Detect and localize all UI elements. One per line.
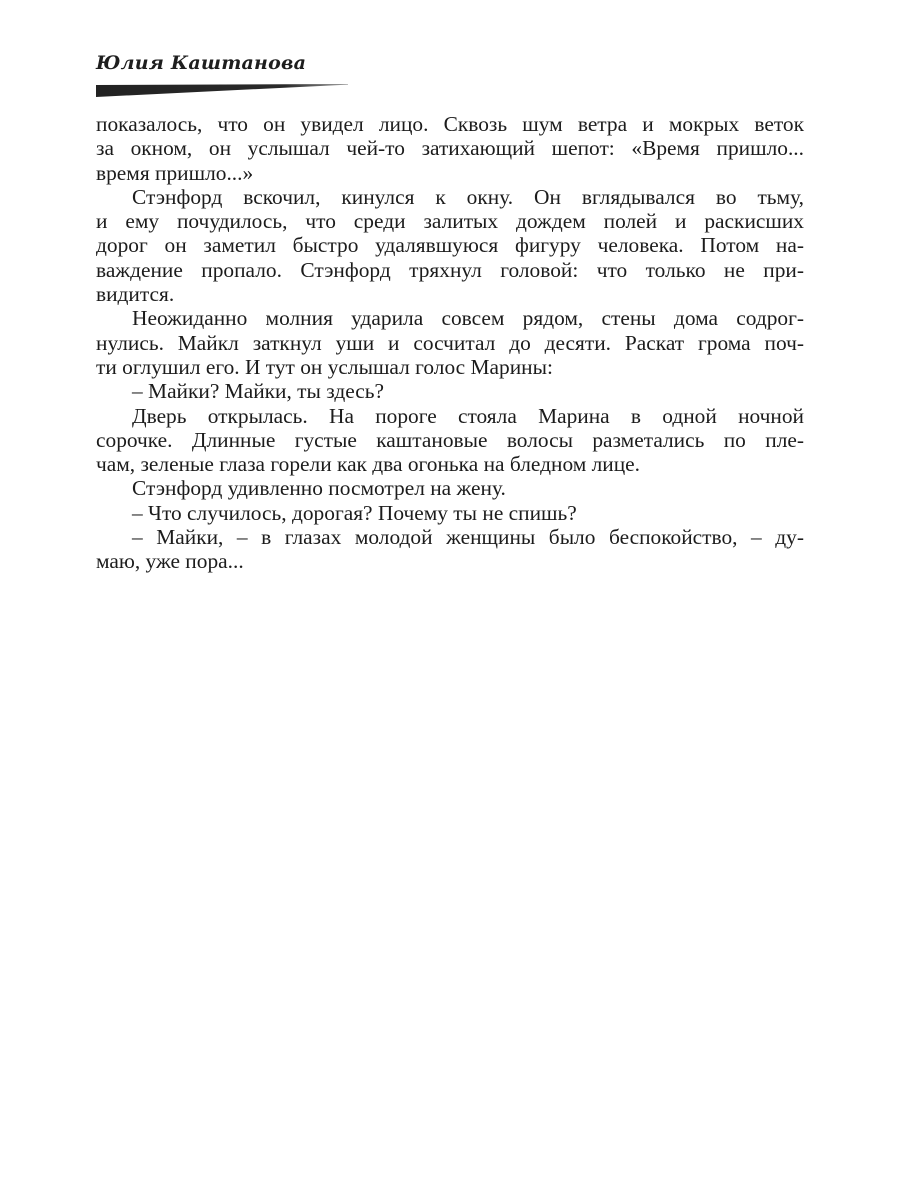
text-line: Стэнфорд удивленно посмотрел на жену. bbox=[132, 476, 506, 501]
text-line: Неожиданно молния ударила совсем рядом, стены дома содрог- bbox=[132, 306, 804, 331]
text-line: Дверь открылась. На пороге стояла Марина в одной ночной bbox=[132, 403, 804, 428]
paragraph bbox=[96, 306, 804, 379]
text-line: – Что случилось, дорогая? Почему ты не спишь? bbox=[132, 500, 577, 525]
dialogue-line bbox=[96, 525, 804, 574]
text-line: сорочке. Длинные густые каштановые волосы разметались по пле- bbox=[96, 427, 804, 452]
text-line: и ему почудилось, что среди залитых дождем полей и раскисших bbox=[96, 209, 804, 234]
text-line: маю, уже пора... bbox=[96, 549, 244, 574]
text-line: время пришло...» bbox=[96, 160, 254, 185]
paragraph bbox=[96, 404, 804, 477]
text-line: за окном, он услышал чей-то затихающий шепот: «Время пришло... bbox=[96, 136, 804, 161]
dialogue-line bbox=[96, 501, 804, 525]
text-line: дорог он заметил быстро удалявшуюся фигуру человека. Потом на- bbox=[96, 233, 804, 258]
text-line: показалось, что он увидел лицо. Сквозь шум ветра и мокрых веток bbox=[96, 112, 804, 136]
text-line: видится. bbox=[96, 282, 175, 307]
page-body-text bbox=[96, 112, 804, 574]
text-line: Стэнфорд вскочил, кинулся к окну. Он вглядывался во тьму, bbox=[132, 184, 804, 209]
header-rule-decoration bbox=[96, 84, 348, 98]
text-line: чам, зеленые глаза горели как два огонька на бледном лице. bbox=[96, 452, 641, 477]
text-line: – Майки, – в глазах молодой женщины было беспокойство, – ду- bbox=[132, 525, 804, 550]
running-head-author: Юлия Каштанова bbox=[96, 52, 307, 74]
paragraph bbox=[96, 185, 804, 306]
dialogue-line bbox=[96, 379, 804, 403]
text-line: ти оглушил его. И тут он услышал голос Марины: bbox=[96, 354, 553, 379]
text-line: важдение пропало. Стэнфорд тряхнул головой: что только не при- bbox=[96, 257, 804, 282]
text-line: – Майки? Майки, ты здесь? bbox=[132, 379, 384, 404]
paragraph bbox=[96, 476, 804, 500]
text-line: нулись. Майкл заткнул уши и сосчитал до десяти. Раскат грома поч- bbox=[96, 330, 804, 355]
paragraph bbox=[96, 112, 804, 185]
